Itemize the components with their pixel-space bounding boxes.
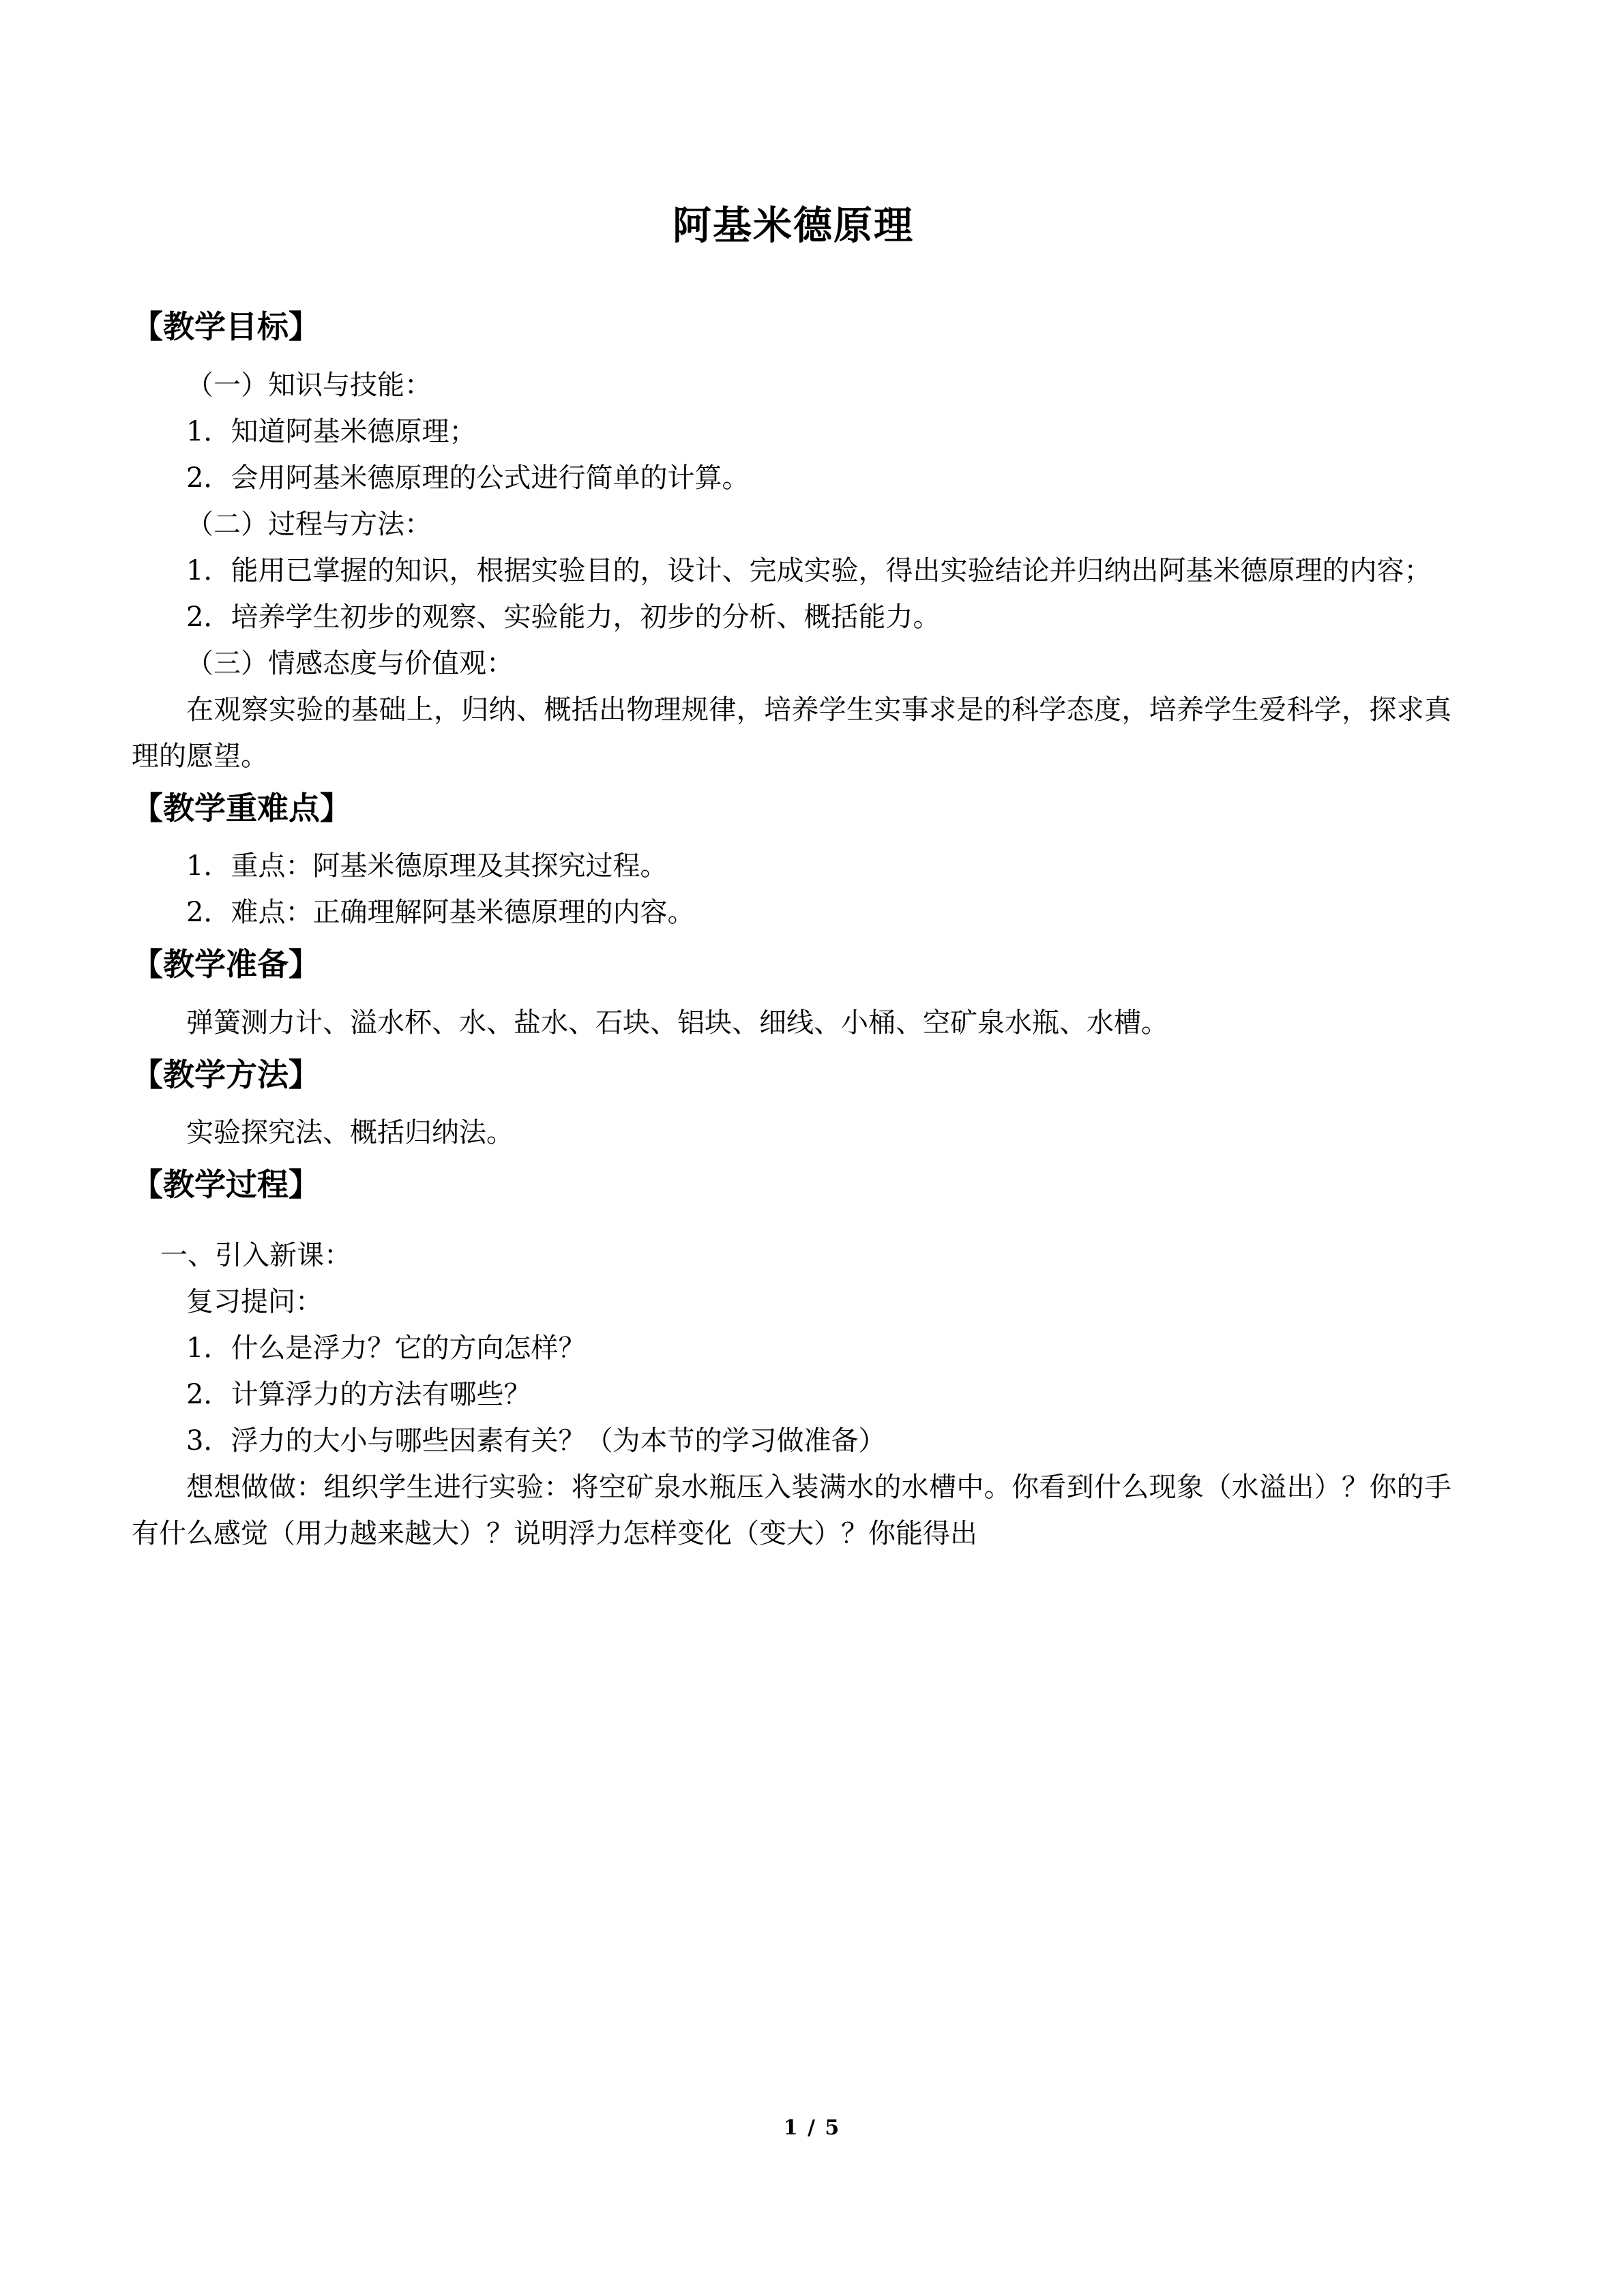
section-heading-teaching-objectives: 【教学目标】: [132, 308, 320, 346]
process-activity-paragraph: 想想做做：组织学生进行实验：将空矿泉水瓶压入装满水的水槽中。你看到什么现象（水溢出）？你的手有什么感觉（用力越来越大）？说明浮力怎样变化（变大）？你能得出: [132, 1471, 1451, 1549]
spacer: [132, 1156, 1496, 1165]
process-review-question-2: 2．计算浮力的方法有哪些？: [186, 1378, 531, 1410]
objectives-knowledge-skills-label: （一）知识与技能：: [186, 369, 432, 401]
process-review-label: 复习提问：: [186, 1285, 323, 1317]
page-content: [132, 0, 1496, 1557]
process-step-1-label: 一、引入新课：: [160, 1239, 351, 1271]
objectives-process-methods-label: （二）过程与方法：: [186, 508, 432, 540]
objectives-attitude-values-label: （三）情感态度与价值观：: [186, 647, 514, 679]
preparation-materials-list: 弹簧测力计、溢水杯、水、盐水、石块、铝块、细线、小桶、空矿泉水瓶、水槽。: [186, 1007, 1168, 1039]
section-heading-key-difficult-points: 【教学重难点】: [132, 789, 351, 826]
key-points-item-1: 1．重点：阿基米德原理及其探究过程。: [186, 850, 668, 882]
spacer: [132, 1046, 1496, 1056]
objectives-knowledge-item-2: 2．会用阿基米德原理的公式进行简单的计算。: [186, 462, 750, 494]
objectives-process-item-1: 1．能用已掌握的知识，根据实验目的，设计、完成实验，得出实验结论并归纳出阿基米德原理的内容；: [186, 554, 1432, 586]
section-heading-teaching-process: 【教学过程】: [132, 1166, 320, 1204]
spacer: [132, 1205, 1496, 1232]
page-title: 阿基米德原理: [673, 203, 914, 248]
spacer: [132, 985, 1496, 1000]
spacer: [132, 936, 1496, 945]
spacer: [132, 347, 1496, 362]
spacer: [132, 828, 1496, 843]
key-points-item-2: 2．难点：正确理解阿基米德原理的内容。: [186, 897, 695, 929]
section-heading-teaching-preparation: 【教学准备】: [132, 946, 320, 983]
process-review-question-3: 3．浮力的大小与哪些因素有关？（为本节的学习做准备）: [186, 1425, 886, 1457]
objectives-attitude-values-body: 在观察实验的基础上，归纳、概括出物理规律，培养学生实事求是的科学态度，培养学生爱科学，探求真理的愿望。: [132, 694, 1451, 772]
objectives-process-item-2: 2．培养学生初步的观察、实验能力，初步的分析、概括能力。: [186, 601, 941, 633]
spacer: [132, 779, 1496, 789]
methods-body: 实验探究法、概括归纳法。: [186, 1117, 514, 1149]
spacer: [132, 1094, 1496, 1109]
objectives-knowledge-item-1: 1．知道阿基米德原理；: [186, 415, 477, 447]
process-review-question-1: 1．什么是浮力？它的方向怎样？: [186, 1332, 586, 1364]
section-heading-teaching-methods: 【教学方法】: [132, 1056, 320, 1093]
page-number-footer: 1 / 5: [783, 2116, 841, 2140]
spacer-after-title: [132, 249, 1496, 308]
